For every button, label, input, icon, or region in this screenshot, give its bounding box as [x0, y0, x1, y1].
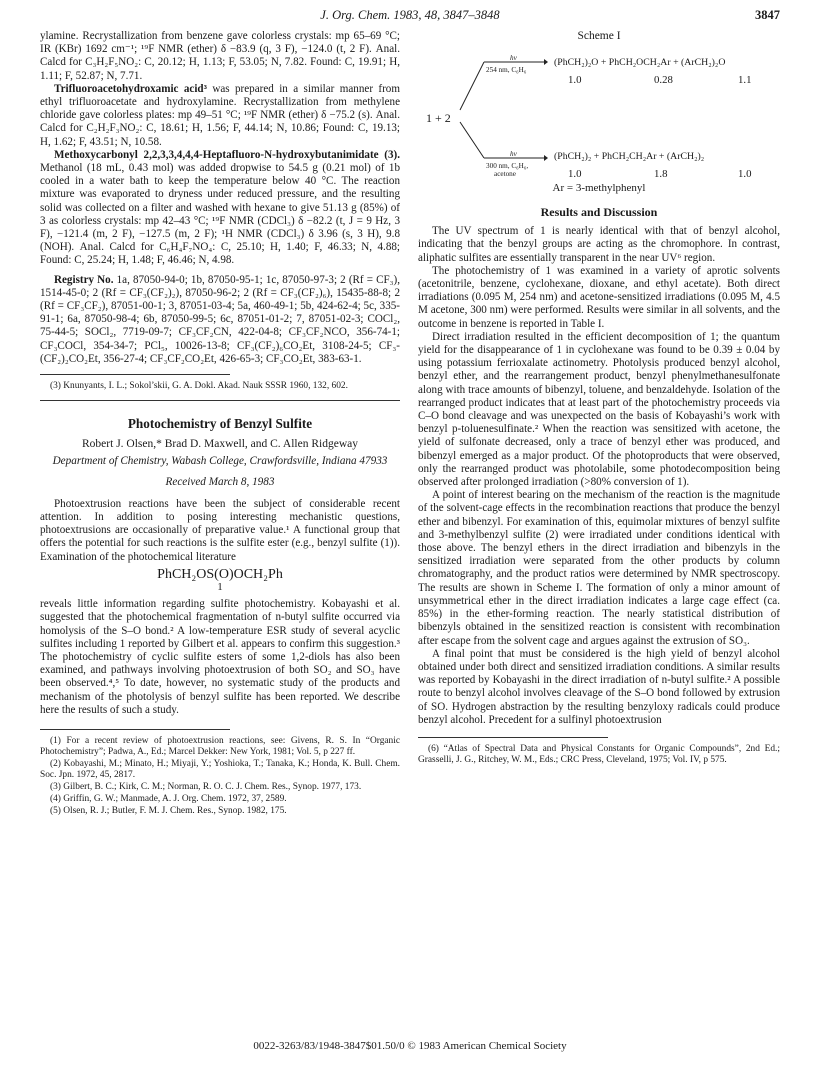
- scheme-reactants: 1 + 2: [426, 111, 451, 125]
- results-paragraph-3: Direct irradiation resulted in the efficient decomposition of 1; the quantum yield for the disappearance of 1 in cyclohexane was found to be 0.39 ± 0.04 by using potassium ferrioxalate actinometry. Photolysis produced benzyl alcohol, benzyl ether, and the rearrangement product, benzyl phenylmethanesulfonate along with trace amounts of bibenzyl, toluene, and benzaldehyde. Isolation of the rearranged product indicates that at least part of the photochemistry proceeds via C–O bond cleavage and was unexpected on the basis of Kobayashi’s work with benzyl p-toluenesulfinate.² When the reaction was sensitized with acetone, the yield of sulfonate decreased, only a trace of benzyl ether was produced, and bibenzyl emerged as a major product. Of the photoproducts that were observed, only the rearranged product was photolabile, some photodecomposition being observed after prolonged irradiation (>80% conversion of 1).: [418, 330, 780, 489]
- upper-ratio-3: 1.1: [738, 74, 752, 86]
- right-column: [418, 30, 780, 767]
- running-header: [40, 8, 780, 28]
- lower-condition-2: acetone: [494, 170, 516, 178]
- lower-hv-label: hν: [510, 150, 517, 158]
- page-footer: 0022-3263/83/1948-3847$01.50/0 © 1983 American Chemical Society: [253, 1040, 567, 1052]
- results-paragraph-4: A point of interest bearing on the mechanism of the reaction is the magnitude of the solvent-cage effects in the recombination reactions that produce the benzyl ether and bibenzyl. For examination of this, equimolar mixtures of benzyl sulfite and 3-methylbenzyl sulfite (2) were irradiated under conditions identical with those above. The benzyl ethers in the direct irradiation and bibenzyls in the sensitized irradiation were separated from the other products by column chromatography, and the product ratios were determined by NMR spectroscopy. The results are shown in Scheme I. The formation of only a minor amount of unsymmetrical ether in the direct irradiation indicates a large cage effect (ca. 85%) in the ether-forming reaction. The nearly statistical distribution of bibenzyls obtained in the sensitized reaction is consistent with recombination after escape from the solvent cage and argues against the extrusion of SO₃.: [418, 489, 780, 647]
- intro-paragraph-1: Photoextrusion reactions have been the subject of considerable recent attention. In addition to posing interesting mechanistic questions, photoextrusions are occasionally of preparative value.¹ A functional group that offers the potential for such reactions is the sulfite ester (e.g., benzyl sulfite (1)). Examination of the photochemical literature: [40, 497, 400, 563]
- reaction-scheme: [418, 30, 780, 200]
- footnote-block-top: [40, 381, 400, 392]
- footnote-6: (6) “Atlas of Spectral Data and Physical Constants for Organic Compounds”, 2nd Ed.; Grasselli, J. G., Ritchey, W. M., Eds.; CRC Press, Cleveland, 1975; Vol. IV, p 575.: [418, 743, 780, 765]
- paragraph-hydroxamic-acid: [40, 83, 400, 149]
- upper-products: (PhCH₂)₂O + PhCH₂OCH₂Ar + (ArCH₂)₂O: [554, 57, 726, 68]
- received-date: Received March 8, 1983: [165, 476, 275, 489]
- footnote-5: (5) Olsen, R. J.; Butler, F. M. J. Chem. Res., Synop. 1982, 175.: [50, 805, 287, 816]
- authors: Robert J. Olsen,* Brad D. Maxwell, and C. Allen Ridgeway: [82, 438, 358, 451]
- footnote-1: (1) For a recent review of photoextrusion reactions, see: Givens, R. S. In “Organic Photochemistry”; Padwa, A., Ed.; Marcel Dekker: New York, 1981; Vol. 5, p 227 ff.: [40, 735, 400, 757]
- footnote-rule: [418, 737, 608, 738]
- affiliation: Department of Chemistry, Wabash College, Crawfordsville, Indiana 47933: [52, 455, 388, 468]
- paragraph-body: Methanol (18 mL, 0.43 mol) was added dropwise to 54.5 g (0.21 mol) of 1b cooled in a water bath to keep the temperature below 40 °C. The reaction mixture was evaporated to dryness under reduced pressure, and the resulting solid was collected on a filter and washed with hexane to give 51.13 g (85%) of 3 as colorless crystals: mp 42–43 °C; ¹⁹F NMR (CDCl₃) δ −82.2 (t, J = 9 Hz, 3 F), −121.4 (m, 2 F), −127.5 (m, 2 F); ¹H NMR (CDCl₃) δ 3.96 (s, 3 H), 9.8 (NOH). Anal. Calcd for C₆H₄F₇NO₄: C, 25.10; H, 1.40; F, 46.33; N, 4.88; Found: C, 25.24; H, 1.48; F, 46.46; N, 4.98.: [40, 162, 400, 267]
- results-paragraph-1: The UV spectrum of 1 is nearly identical with that of benzyl alcohol, indicating that the benzyl groups are acting as the chromophore. In contrast, aliphatic sulfites are essentially transparent in the near UV⁶ region.: [418, 225, 780, 264]
- lower-ratio-2: 1.8: [654, 168, 668, 180]
- footnote-block-right: [418, 744, 780, 766]
- upper-ratio-1: 1.0: [568, 74, 582, 86]
- structure-number: 1: [217, 580, 223, 593]
- intro-paragraph-2: reveals little information regarding sulfite photochemistry. Kobayashi et al. suggested that the photochemical fragmentation of n-butyl sulfite occurred via homolysis of the S–O bond.² A low-temperature ESR study of several acyclic sulfites including 1 reported by Gilbert et al. appears to confirm this suggestion.³ The photochemistry of cyclic sulfite esters of some 1,2-diols has also been examined, and pathways involving photoextrusion of both SO₂ and SO₃ have been observed.⁴,⁵ To date, however, no systematic study of the products and mechanism of the photolysis of benzyl sulfite has been reported. We describe here the results of such a study.: [40, 598, 400, 716]
- paragraph-continued: ylamine. Recrystallization from benzene gave colorless crystals: mp 65–69 °C; IR (KBr) 1692 cm⁻¹; ¹⁹F NMR (ether) δ −83.9 (q, 3 F), −124.0 (t, 2 F). Anal. Calcd for C₃H₂F₅NO₂: C, 20.12; H, 1.13; F, 53.05; N, 7.82. Found: C, 19.91; H, 1.11; F, 52.87; N, 7.71.: [40, 30, 400, 82]
- footnote: (3) Knunyants, I. L.; Sokol’skii, G. A. Dokl. Akad. Nauk SSSR 1960, 132, 602.: [50, 381, 348, 392]
- upper-hv-label: hν: [510, 54, 517, 62]
- left-column: [40, 30, 400, 818]
- registry-numbers: [40, 274, 400, 366]
- paragraph-compound-3: [40, 149, 400, 268]
- footnote-4: (4) Griffin, G. W.; Manmade, A. J. Org. Chem. 1972, 37, 2589.: [50, 793, 287, 804]
- registry-body: 1a, 87050-94-0; 1b, 87050-95-1; 1c, 87050-97-3; 2 (Rf = CF₃), 1514-45-0; 2 (Rf = CF₃(CF₂)₂), 87050-96-2; 2 (Rf = CF₃(CF₂)₆), 15435-88-8; 2 (Rf = CF₃CF₂), 87051-00-1; 3, 87051-03-4; 5a, 460-49-1; 5b, 424-62-4; 5c, 335-91-1; 6a, 87050-98-4; 6b, 87050-99-5; 6c, 87051-01-2; 7, 87051-02-3; COCl₂, 75-44-5; SOCl₂, 7719-09-7; CF₃CF₂CN, 422-04-8; CF₃CF₂NCO, 356-74-1; CF₃COCl, 354-34-7; PCl₅, 10026-13-8; CF₃(CF₂)₆CO₂Et, 3108-24-5; CF₃-(CF₂)₂CO₂Et, 356-27-4; CF₃CF₂CO₂Et, 426-65-3; CF₃CO₂Et, 383-63-1.: [40, 273, 401, 365]
- section-divider: [40, 400, 400, 401]
- paragraph-heading: Methoxycarbonyl 2,2,3,3,4,4,4-Heptafluoro-N-hydroxybutanimidate (3).: [54, 148, 400, 161]
- paragraph-heading: Trifluoroacetohydroxamic acid³: [54, 82, 207, 95]
- aryl-definition: Ar = 3-methylphenyl: [552, 182, 646, 194]
- footnote-rule: [40, 374, 230, 375]
- journal-citation: J. Org. Chem. 1983, 48, 3847–3848: [320, 8, 500, 22]
- footnote-block-bottom: [40, 736, 400, 817]
- footnote-rule: [40, 729, 230, 730]
- upper-condition: 254 nm, C₆H₆: [486, 66, 527, 74]
- scheme-title: Scheme I: [577, 30, 621, 42]
- lower-products: (PhCH₂)₂ + PhCH₂CH₂Ar + (ArCH₂)₂: [554, 151, 705, 162]
- structure-formula: PhCH₂OS(O)OCH₂Ph: [157, 566, 283, 582]
- paragraph-body: was prepared in a similar manner from ethyl trifluoroacetate and hydroxylamine. Recrystallization from methylene chloride gave colorless plates: mp 49–51 °C; ¹⁹F NMR (ether) δ −75.2 (s). Anal. Calcd for C₂H₂F₃NO₂: C, 18.61; H, 1.56; F, 44.14; N, 10.86; Found: C, 19.13; H, 1.62; F, 43.51; N, 10.58.: [40, 82, 400, 148]
- upper-ratio-2: 0.28: [654, 74, 673, 86]
- article-title: Photochemistry of Benzyl Sulfite: [127, 416, 313, 432]
- footnote-2: (2) Kobayashi, M.; Minato, H.; Miyaji, Y.; Yoshioka, T.; Tanaka, K.; Honda, K. Bull. Chem. Soc. Jpn. 1972, 45, 2817.: [40, 758, 400, 780]
- lower-ratio-1: 1.0: [568, 168, 582, 180]
- lower-condition: 300 nm, C₆H₆,: [486, 162, 529, 170]
- section-heading: Results and Discussion: [540, 205, 658, 219]
- page-number: 3847: [755, 8, 780, 22]
- footnote-3: (3) Gilbert, B. C.; Kirk, C. M.; Norman, R. O. C. J. Chem. Res., Synop. 1977, 173.: [50, 781, 362, 792]
- lower-ratio-3: 1.0: [738, 168, 752, 180]
- results-paragraph-5: A final point that must be considered is the high yield of benzyl alcohol obtained under both direct and sensitized irradiation conditions. A similar results was reported by Kobayashi in the direct irradiation of n-butyl sulfite.² A possible route to benzyl alcohol involves cleavage of the S–O bond followed by extrusion of SO. Hydrogen abstraction by the resulting benzyloxy radicals could produce benzyl alcohol. Precedent for a sulfinyl photoextrusion: [418, 647, 780, 726]
- results-paragraph-2: The photochemistry of 1 was examined in a variety of aprotic solvents (acetonitrile, benzene, cyclohexane, dioxane, and ethyl acetate). Both direct irradiations (0.095 M, 254 nm) and acetone-sensitized irradiations (0.095 M, 4.5 M acetone, 300 nm) were performed. Results were similar in all solvents, and the outcome in benzene is reported in Table I.: [418, 264, 780, 330]
- registry-heading: Registry No.: [54, 273, 114, 286]
